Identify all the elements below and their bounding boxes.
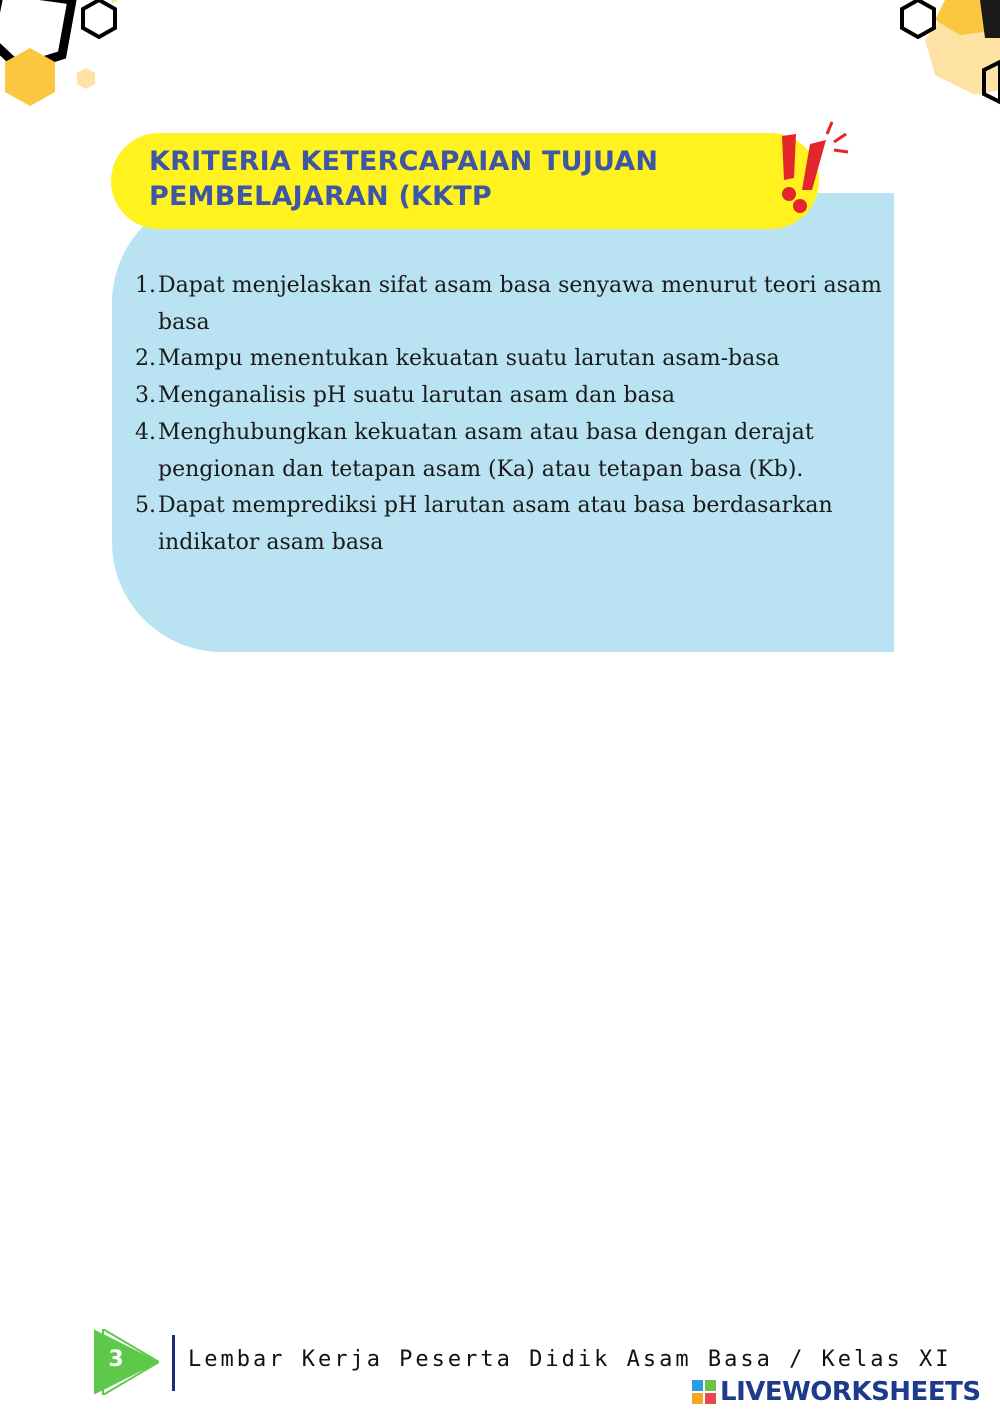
footer-divider bbox=[172, 1335, 175, 1391]
liveworksheets-logo-icon bbox=[692, 1380, 716, 1404]
list-item bbox=[128, 378, 888, 415]
list-item-text: Menganalisis pH suatu larutan asam dan basa bbox=[158, 383, 676, 409]
liveworksheets-logo[interactable] bbox=[692, 1376, 988, 1408]
list-item-number: 5. bbox=[135, 493, 156, 519]
list-item-number: 3. bbox=[135, 383, 156, 409]
page-number: 3 bbox=[108, 1347, 124, 1372]
list-item-text: Mampu menentukan kekuatan suatu larutan asam-basa bbox=[158, 346, 780, 372]
list-item-number: 2. bbox=[135, 346, 156, 372]
list-item-text: Dapat menjelaskan sifat asam basa senyawa menurut teori asam basa bbox=[158, 273, 882, 335]
list-item-text: Dapat memprediksi pH larutan asam atau basa berdasarkan indikator asam basa bbox=[158, 493, 833, 555]
page-title: KRITERIA KETERCAPAIAN TUJUAN PEMBELAJARAN (KKTP bbox=[149, 146, 659, 212]
list-item-number: 1. bbox=[135, 273, 156, 298]
list-item bbox=[128, 268, 888, 341]
list-item bbox=[128, 341, 888, 378]
criteria-list bbox=[128, 268, 888, 562]
hexagon-outline-small-left bbox=[83, 0, 115, 37]
hexagon-outline-small-right bbox=[902, 0, 934, 37]
liveworksheets-logo-text: LIVEWORKSHEETS bbox=[720, 1377, 981, 1407]
list-item bbox=[128, 415, 888, 488]
footer-document-title: Lembar Kerja Peserta Didik Asam Basa / Kelas XI bbox=[188, 1347, 952, 1372]
hexagon-pale-left bbox=[77, 68, 95, 89]
list-item-number: 4. bbox=[135, 419, 156, 445]
list-item bbox=[128, 488, 888, 561]
list-item-text: Menghubungkan kekuatan asam atau basa dengan derajat pengionan dan tetapan asam (Ka) atau tetapan basa (Kb). bbox=[158, 419, 814, 482]
exclamation-icon bbox=[772, 118, 852, 218]
